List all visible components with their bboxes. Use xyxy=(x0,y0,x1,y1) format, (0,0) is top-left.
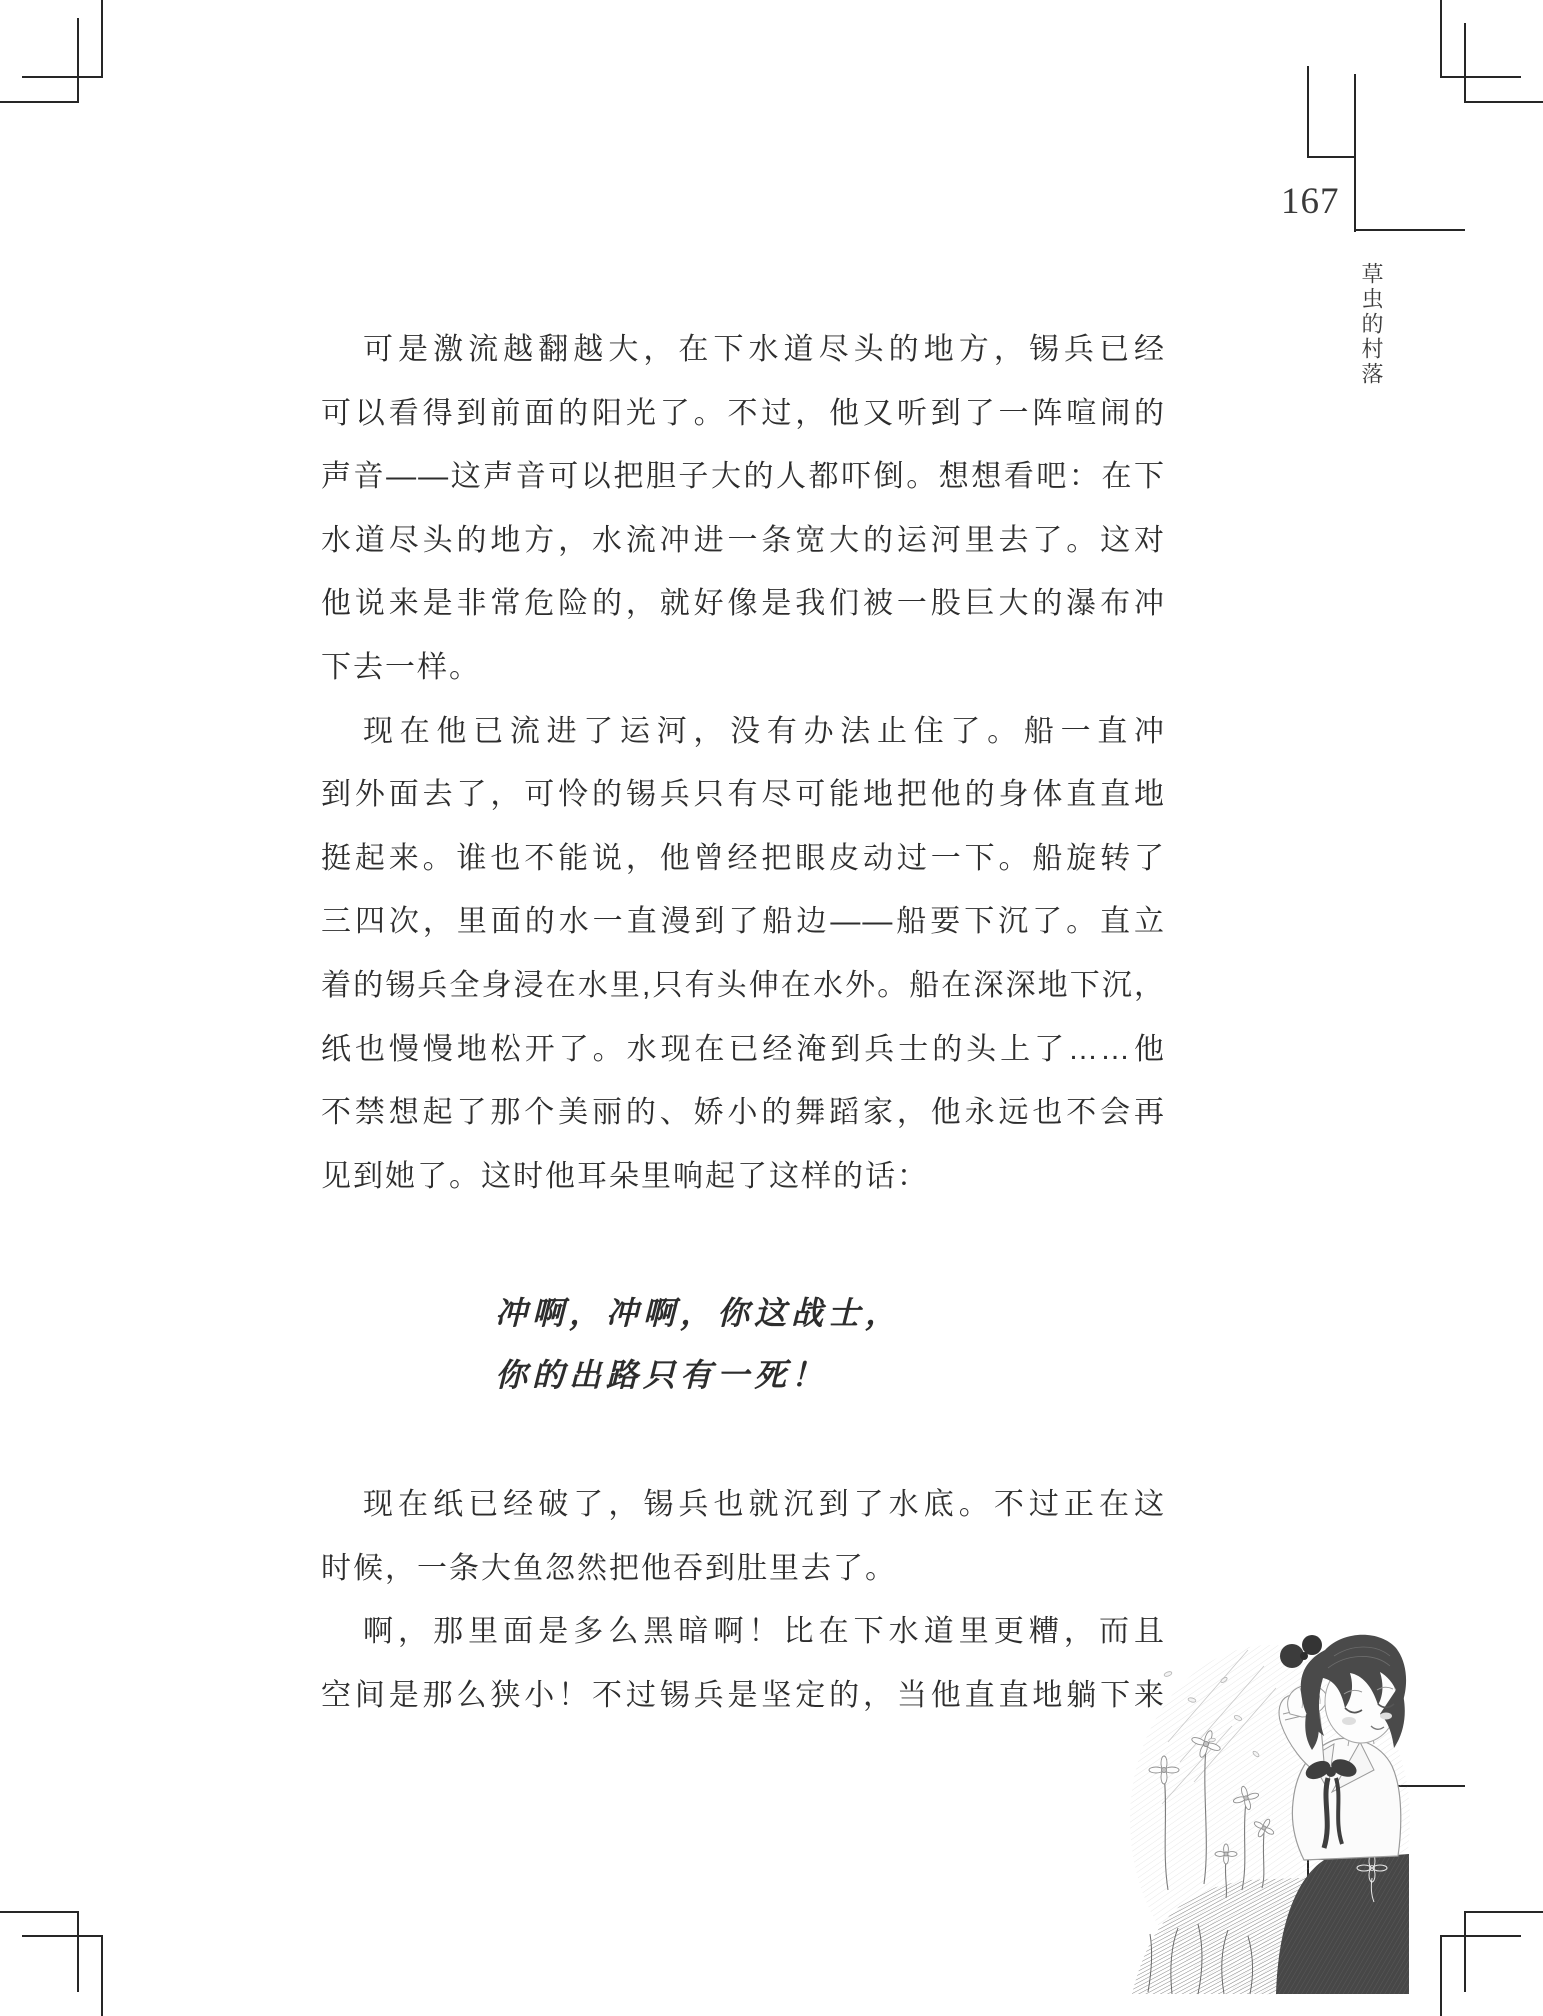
crop-mark xyxy=(1440,1935,1442,2016)
text-line: 到外面去了，可怜的锡兵只有尽可能地把他的身体直直地 xyxy=(321,778,1166,812)
illustration-girl-sketch xyxy=(1128,1622,1413,2000)
verse xyxy=(495,1282,902,1406)
text-line: 水道尽头的地方，水流冲进一条宽大的运河里去了。这对 xyxy=(321,523,1166,557)
crop-mark xyxy=(1440,1935,1521,1937)
body-text-tail xyxy=(321,1473,1166,1727)
crop-mark xyxy=(77,1911,79,1992)
crop-mark xyxy=(1464,23,1466,103)
text-line: 不禁想起了那个美丽的、娇小的舞蹈家，他永远也不会再 xyxy=(321,1096,1166,1130)
crop-mark xyxy=(1464,101,1543,103)
crop-mark xyxy=(101,0,103,78)
text-line: 时候，一条大鱼忽然把他吞到肚里去了。 xyxy=(321,1551,897,1585)
crop-mark xyxy=(1440,76,1521,78)
text-line: 三四次，里面的水一直漫到了船边——船要下沉了。直立 xyxy=(321,905,1166,939)
crop-mark xyxy=(0,101,79,103)
text-line: 他说来是非常危险的，就好像是我们被一股巨大的瀑布冲 xyxy=(321,587,1166,621)
text-line: 可以看得到前面的阳光了。不过，他又听到了一阵喧闹的 xyxy=(321,396,1166,430)
registration-mark xyxy=(1307,66,1309,158)
text-line: 空间是那么狭小！不过锡兵是坚定的，当他直直地躺下来 xyxy=(321,1678,1166,1712)
text-line: 纸也慢慢地松开了。水现在已经淹到兵士的头上了……他 xyxy=(321,1032,1166,1066)
crop-mark xyxy=(101,1935,103,2016)
crop-mark xyxy=(1464,1911,1543,1913)
text-line: 挺起来。谁也不能说，他曾经把眼皮动过一下。船旋转了 xyxy=(321,841,1166,875)
text-line: 声音——这声音可以把胆子大的人都吓倒。想想看吧：在下 xyxy=(321,460,1166,494)
text-line: 啊，那里面是多么黑暗啊！比在下水道里更糟，而且 xyxy=(363,1615,1166,1649)
verse-line: 冲啊，冲啊，你这战士， xyxy=(495,1295,903,1331)
crop-mark xyxy=(0,1911,79,1913)
body-text-main xyxy=(321,318,1166,1208)
text-line: 现在他已流进了运河，没有办法止住了。船一直冲 xyxy=(363,714,1166,748)
text-line: 着的锡兵全身浸在水里,只有头伸在水外。船在深深地下沉， xyxy=(321,968,1166,1002)
verse-line: 你的出路只有一死！ xyxy=(495,1357,829,1393)
text-line: 见到她了。这时他耳朵里响起了这样的话： xyxy=(321,1159,929,1193)
crop-mark xyxy=(1440,0,1442,78)
registration-mark xyxy=(1354,74,1356,232)
text-line: 下去一样。 xyxy=(321,650,481,684)
crop-mark xyxy=(1464,1911,1466,1992)
running-title: 草虫的村落 xyxy=(1359,262,1384,387)
registration-mark xyxy=(1307,156,1356,158)
registration-mark xyxy=(1354,229,1465,231)
text-line: 现在纸已经破了，锡兵也就沉到了水底。不过正在这 xyxy=(363,1488,1166,1521)
crop-mark xyxy=(22,76,103,78)
text-line: 可是激流越翻越大，在下水道尽头的地方，锡兵已经 xyxy=(363,333,1166,366)
crop-mark xyxy=(22,1935,103,1937)
crop-mark xyxy=(77,18,79,103)
page-number: 167 xyxy=(1281,181,1340,222)
